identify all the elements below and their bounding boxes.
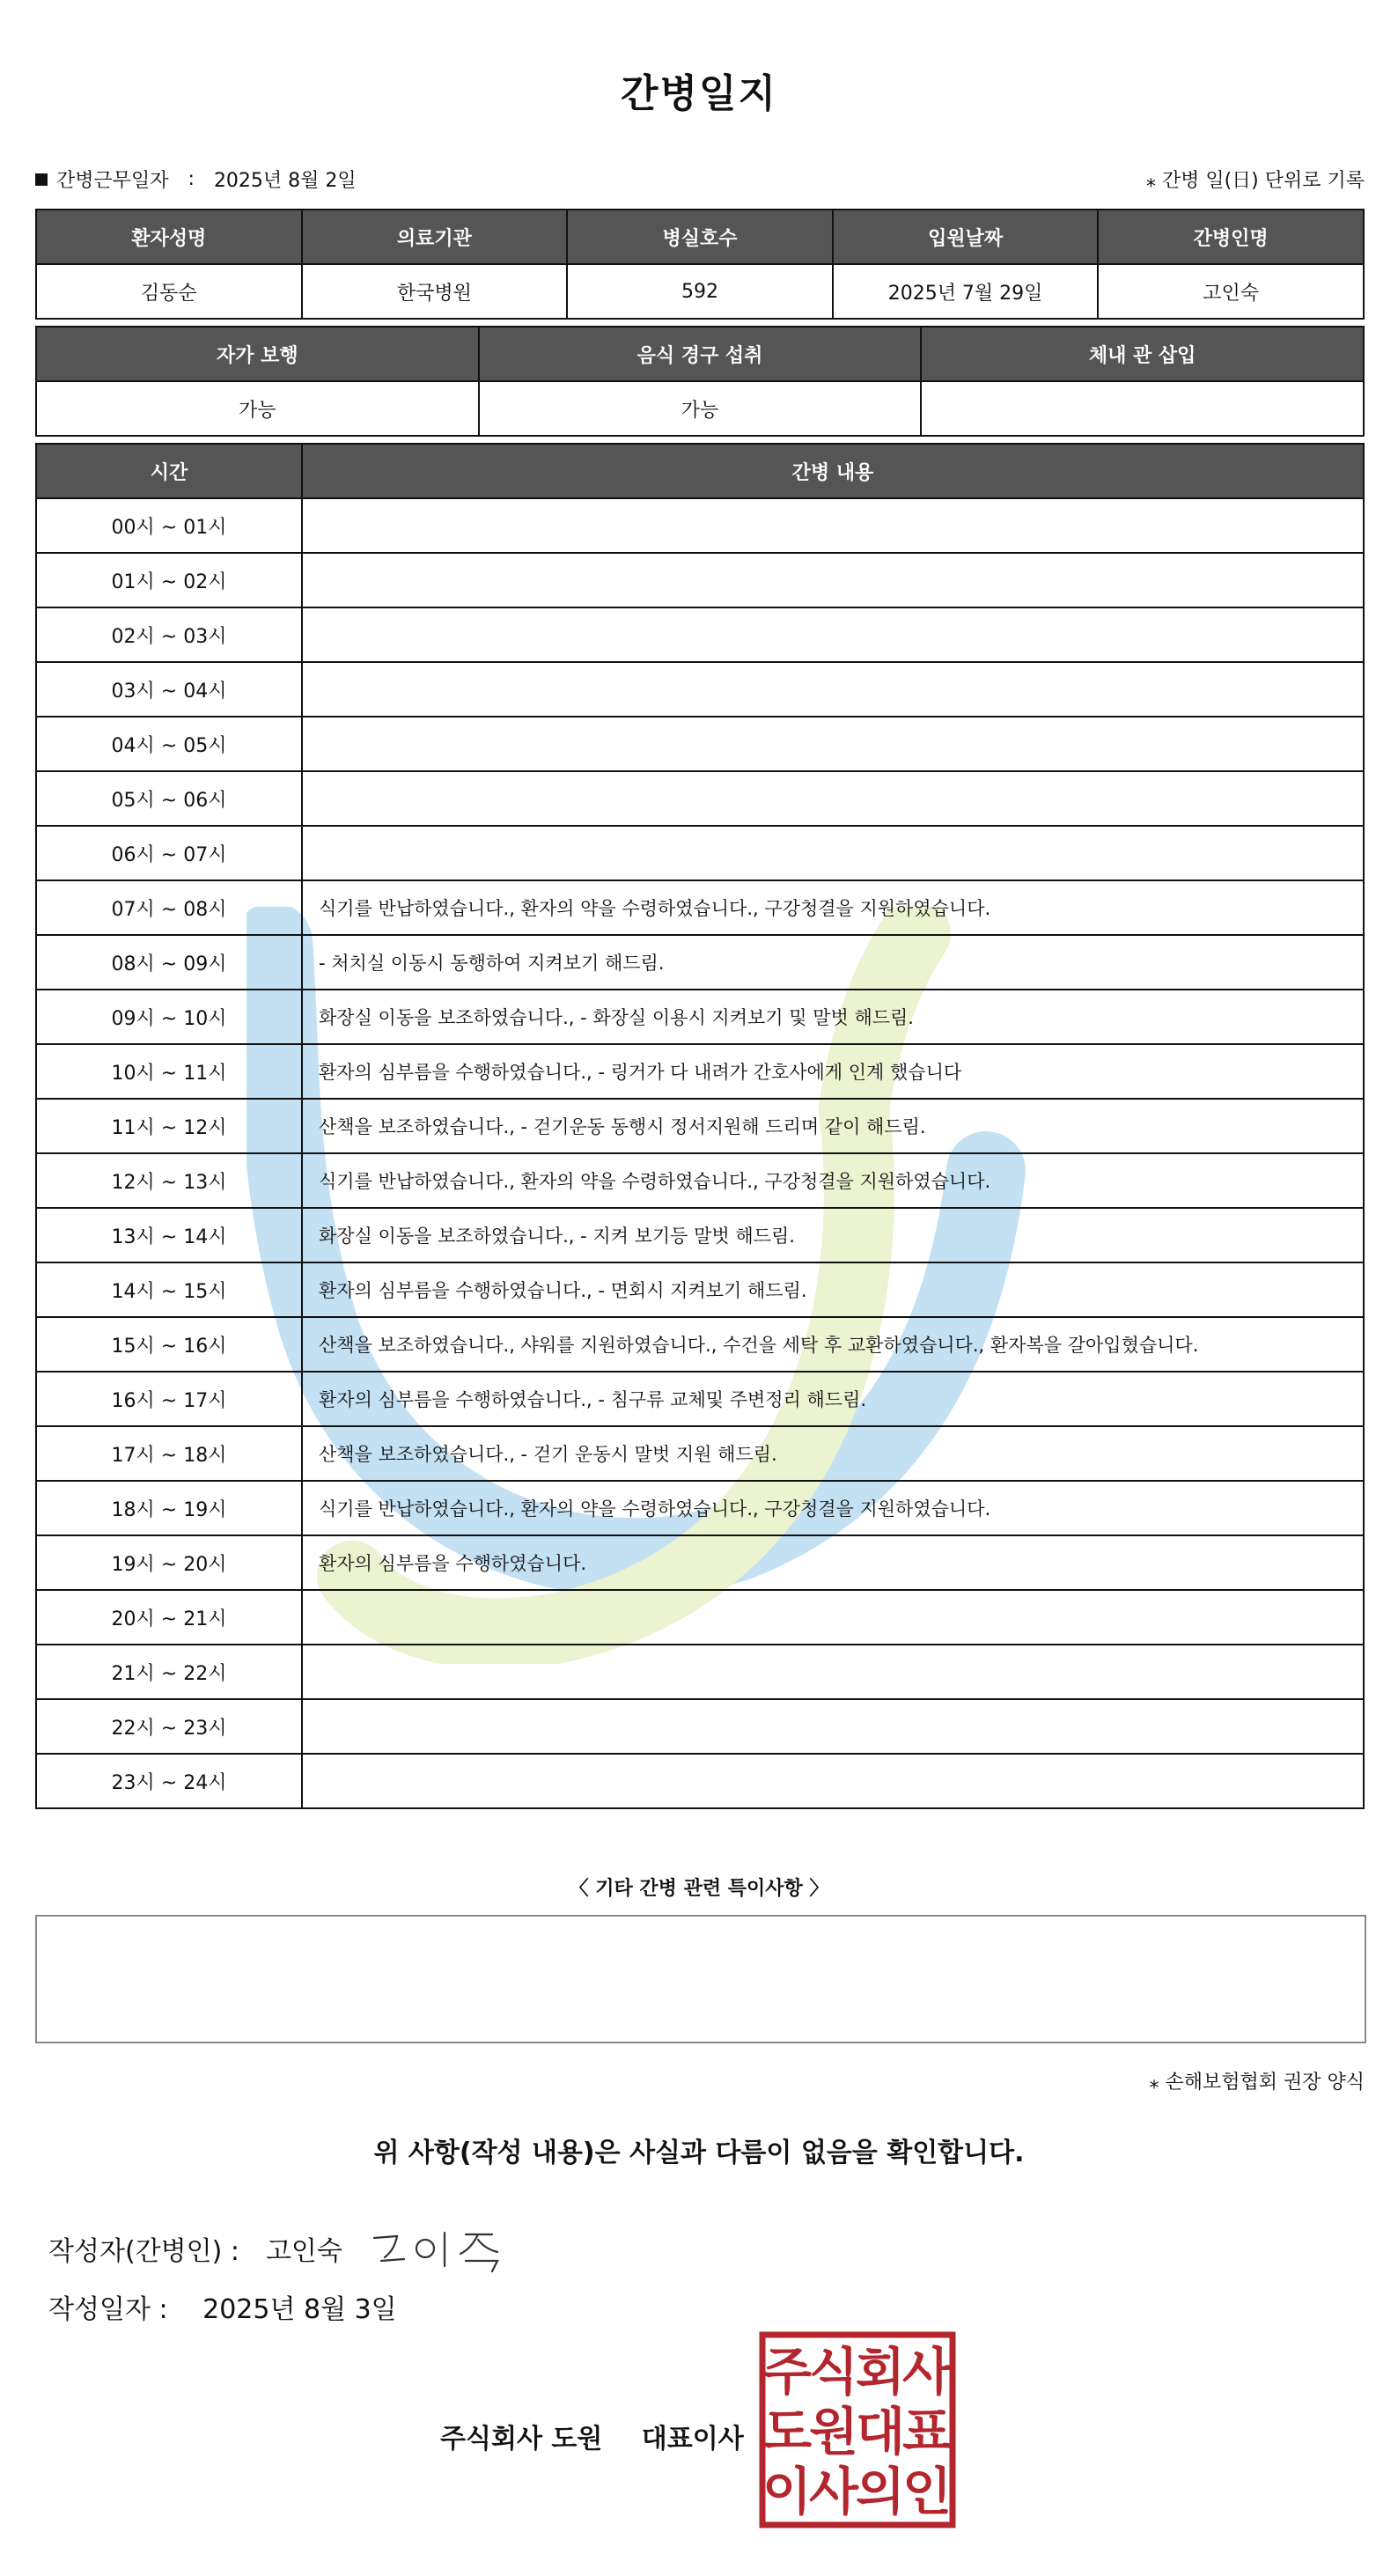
header-patient-name: 환자성명 <box>36 210 302 264</box>
care-content: 식기를 반납하였습니다., 환자의 약을 수령하였습니다., 구강청결을 지원하였습니다. <box>302 1481 1364 1535</box>
seal-character: 인 <box>901 2462 953 2521</box>
seal-character: 도 <box>762 2402 813 2462</box>
table-row <box>36 1044 1364 1099</box>
care-content <box>302 717 1364 771</box>
time-slot: 12시 ~ 13시 <box>36 1153 302 1208</box>
patient-info-table <box>35 209 1365 320</box>
patient-info-value-row <box>36 264 1364 319</box>
care-content <box>302 771 1364 826</box>
care-content <box>302 662 1364 717</box>
tube-insertion-value <box>921 381 1364 436</box>
header-tube-insertion: 체내 관 삽입 <box>921 327 1364 381</box>
care-content <box>302 1699 1364 1754</box>
writer-name: 고인숙 <box>265 2236 342 2267</box>
time-slot: 18시 ~ 19시 <box>36 1481 302 1535</box>
care-content <box>302 553 1364 607</box>
care-content <box>302 1590 1364 1645</box>
special-notes-box <box>35 1915 1366 2043</box>
table-row <box>36 1426 1364 1481</box>
oral-intake-value: 가능 <box>479 381 922 436</box>
table-row <box>36 1535 1364 1590</box>
table-row <box>36 1372 1364 1426</box>
table-row <box>36 1590 1364 1645</box>
seal-character: 이 <box>762 2462 813 2521</box>
work-date-value: 2025년 8월 2일 <box>213 170 357 192</box>
self-walking-value: 가능 <box>36 381 479 436</box>
care-content: 산책을 보조하였습니다., - 걷기운동 동행시 정서지원해 드리며 같이 해드림. <box>302 1099 1364 1153</box>
company-seal-stamp <box>759 2331 956 2528</box>
header-self-walking: 자가 보행 <box>36 327 479 381</box>
time-slot: 20시 ~ 21시 <box>36 1590 302 1645</box>
time-slot: 21시 ~ 22시 <box>36 1645 302 1699</box>
time-slot: 09시 ~ 10시 <box>36 990 302 1044</box>
seal-character: 사 <box>808 2462 859 2521</box>
seal-character: 식 <box>808 2342 859 2402</box>
write-date-value: 2025년 8월 3일 <box>202 2294 397 2325</box>
time-slot: 01시 ~ 02시 <box>36 553 302 607</box>
caregiver-name: 고인숙 <box>1098 264 1364 319</box>
table-row <box>36 607 1364 662</box>
care-content: 산책을 보조하였습니다., 샤워를 지원하였습니다., 수건을 세탁 후 교환하였습니다., 환자복을 갈아입혔습니다. <box>302 1317 1364 1372</box>
patient-status-table <box>35 326 1365 437</box>
time-slot: 14시 ~ 15시 <box>36 1262 302 1317</box>
room-number: 592 <box>567 264 833 319</box>
work-date-label: 간병근무일자 <box>56 170 169 192</box>
seal-character: 원 <box>808 2402 859 2462</box>
table-row <box>36 771 1364 826</box>
header-care-content: 간병 내용 <box>302 444 1364 498</box>
table-row <box>36 553 1364 607</box>
seal-character: 사 <box>901 2342 953 2402</box>
time-slot: 15시 ~ 16시 <box>36 1317 302 1372</box>
seal-character: 대 <box>855 2402 906 2462</box>
care-content: 환자의 심부름을 수행하였습니다., - 면회시 지켜보기 해드림. <box>302 1262 1364 1317</box>
header-oral-intake: 음식 경구 섭취 <box>479 327 922 381</box>
care-content: 산책을 보조하였습니다., - 걷기 운동시 말벗 지원 해드림. <box>302 1426 1364 1481</box>
table-row <box>36 826 1364 880</box>
patient-name: 김동순 <box>36 264 302 319</box>
time-slot: 17시 ~ 18시 <box>36 1426 302 1481</box>
table-row <box>36 662 1364 717</box>
table-row <box>36 498 1364 553</box>
care-log-table <box>35 443 1365 1809</box>
seal-character: 회 <box>855 2342 906 2402</box>
insurance-note: ⁎ 손해보험협회 권장 양식 <box>1149 2072 1365 2094</box>
care-content <box>302 607 1364 662</box>
time-slot: 05시 ~ 06시 <box>36 771 302 826</box>
care-content: - 처치실 이동시 동행하여 지켜보기 해드림. <box>302 935 1364 990</box>
table-row <box>36 990 1364 1044</box>
table-row <box>36 1099 1364 1153</box>
writer-line <box>48 2222 519 2275</box>
company-name: 주식회사 도원 <box>440 2424 603 2455</box>
table-row <box>36 1699 1364 1754</box>
hospital: 한국병원 <box>302 264 568 319</box>
time-slot: 00시 ~ 01시 <box>36 498 302 553</box>
table-row <box>36 935 1364 990</box>
seal-character: 표 <box>901 2402 953 2462</box>
header-room-number: 병실호수 <box>567 210 833 264</box>
write-date-label: 작성일자 : <box>48 2294 168 2325</box>
work-date-separator: : <box>188 168 195 190</box>
time-slot: 23시 ~ 24시 <box>36 1754 302 1808</box>
time-slot: 10시 ~ 11시 <box>36 1044 302 1099</box>
time-slot: 07시 ~ 08시 <box>36 880 302 935</box>
status-value-row <box>36 381 1364 436</box>
care-content: 화장실 이동을 보조하였습니다., - 화장실 이용시 지켜보기 및 말벗 해드림. <box>302 990 1364 1044</box>
time-slot: 02시 ~ 03시 <box>36 607 302 662</box>
time-slot: 19시 ~ 20시 <box>36 1535 302 1590</box>
header-admission-date: 입원날짜 <box>833 210 1099 264</box>
seal-character: 의 <box>855 2462 906 2521</box>
status-header-row <box>36 327 1364 381</box>
writer-label: 작성자(간병인) : <box>48 2236 239 2267</box>
care-content <box>302 498 1364 553</box>
time-slot: 06시 ~ 07시 <box>36 826 302 880</box>
patient-info-header-row <box>36 210 1364 264</box>
special-notes-title: 〈 기타 간병 관련 특이사항 〉 <box>569 1878 829 1900</box>
time-slot: 08시 ~ 09시 <box>36 935 302 990</box>
write-date-line <box>48 2287 397 2326</box>
table-row <box>36 1208 1364 1262</box>
time-slot: 16시 ~ 17시 <box>36 1372 302 1426</box>
time-slot: 13시 ~ 14시 <box>36 1208 302 1262</box>
header-time: 시간 <box>36 444 302 498</box>
bullet-square-icon <box>35 173 48 186</box>
seal-character: 주 <box>762 2342 813 2402</box>
care-content: 식기를 반납하였습니다., 환자의 약을 수령하였습니다., 구강청결을 지원하였습니다. <box>302 880 1364 935</box>
care-content <box>302 1645 1364 1699</box>
care-content: 환자의 심부름을 수행하였습니다. <box>302 1535 1364 1590</box>
table-row <box>36 717 1364 771</box>
admission-date: 2025년 7월 29일 <box>833 264 1099 319</box>
table-row <box>36 1754 1364 1808</box>
table-row <box>36 1262 1364 1317</box>
header-hospital: 의료기관 <box>302 210 568 264</box>
header-caregiver-name: 간병인명 <box>1098 210 1364 264</box>
unit-note: ⁎ 간병 일(日) 단위로 기록 <box>1145 170 1365 192</box>
care-content <box>302 1754 1364 1808</box>
care-log-body <box>36 498 1364 1808</box>
handwritten-signature <box>369 2222 519 2275</box>
care-log-header-row <box>36 444 1364 498</box>
ceo-title: 대표이사 <box>641 2424 744 2455</box>
time-slot: 03시 ~ 04시 <box>36 662 302 717</box>
table-row <box>36 1153 1364 1208</box>
care-content <box>302 826 1364 880</box>
care-content: 환자의 심부름을 수행하였습니다., - 링거가 다 내려가 간호사에게 인계 했습니다 <box>302 1044 1364 1099</box>
table-row <box>36 1645 1364 1699</box>
table-row <box>36 1317 1364 1372</box>
work-date <box>35 166 357 193</box>
time-slot: 11시 ~ 12시 <box>36 1099 302 1153</box>
company-line <box>440 2417 744 2455</box>
table-row <box>36 880 1364 935</box>
time-slot: 04시 ~ 05시 <box>36 717 302 771</box>
care-content: 환자의 심부름을 수행하였습니다., - 침구류 교체및 주변정리 해드림. <box>302 1372 1364 1426</box>
time-slot: 22시 ~ 23시 <box>36 1699 302 1754</box>
care-content: 식기를 반납하였습니다., 환자의 약을 수령하였습니다., 구강청결을 지원하였습니다. <box>302 1153 1364 1208</box>
document-title: 간병일지 <box>620 71 777 116</box>
confirmation-statement: 위 사항(작성 내용)은 사실과 다름이 없음을 확인합니다. <box>373 2138 1025 2168</box>
care-content: 화장실 이동을 보조하였습니다., - 지켜 보기등 말벗 해드림. <box>302 1208 1364 1262</box>
table-row <box>36 1481 1364 1535</box>
